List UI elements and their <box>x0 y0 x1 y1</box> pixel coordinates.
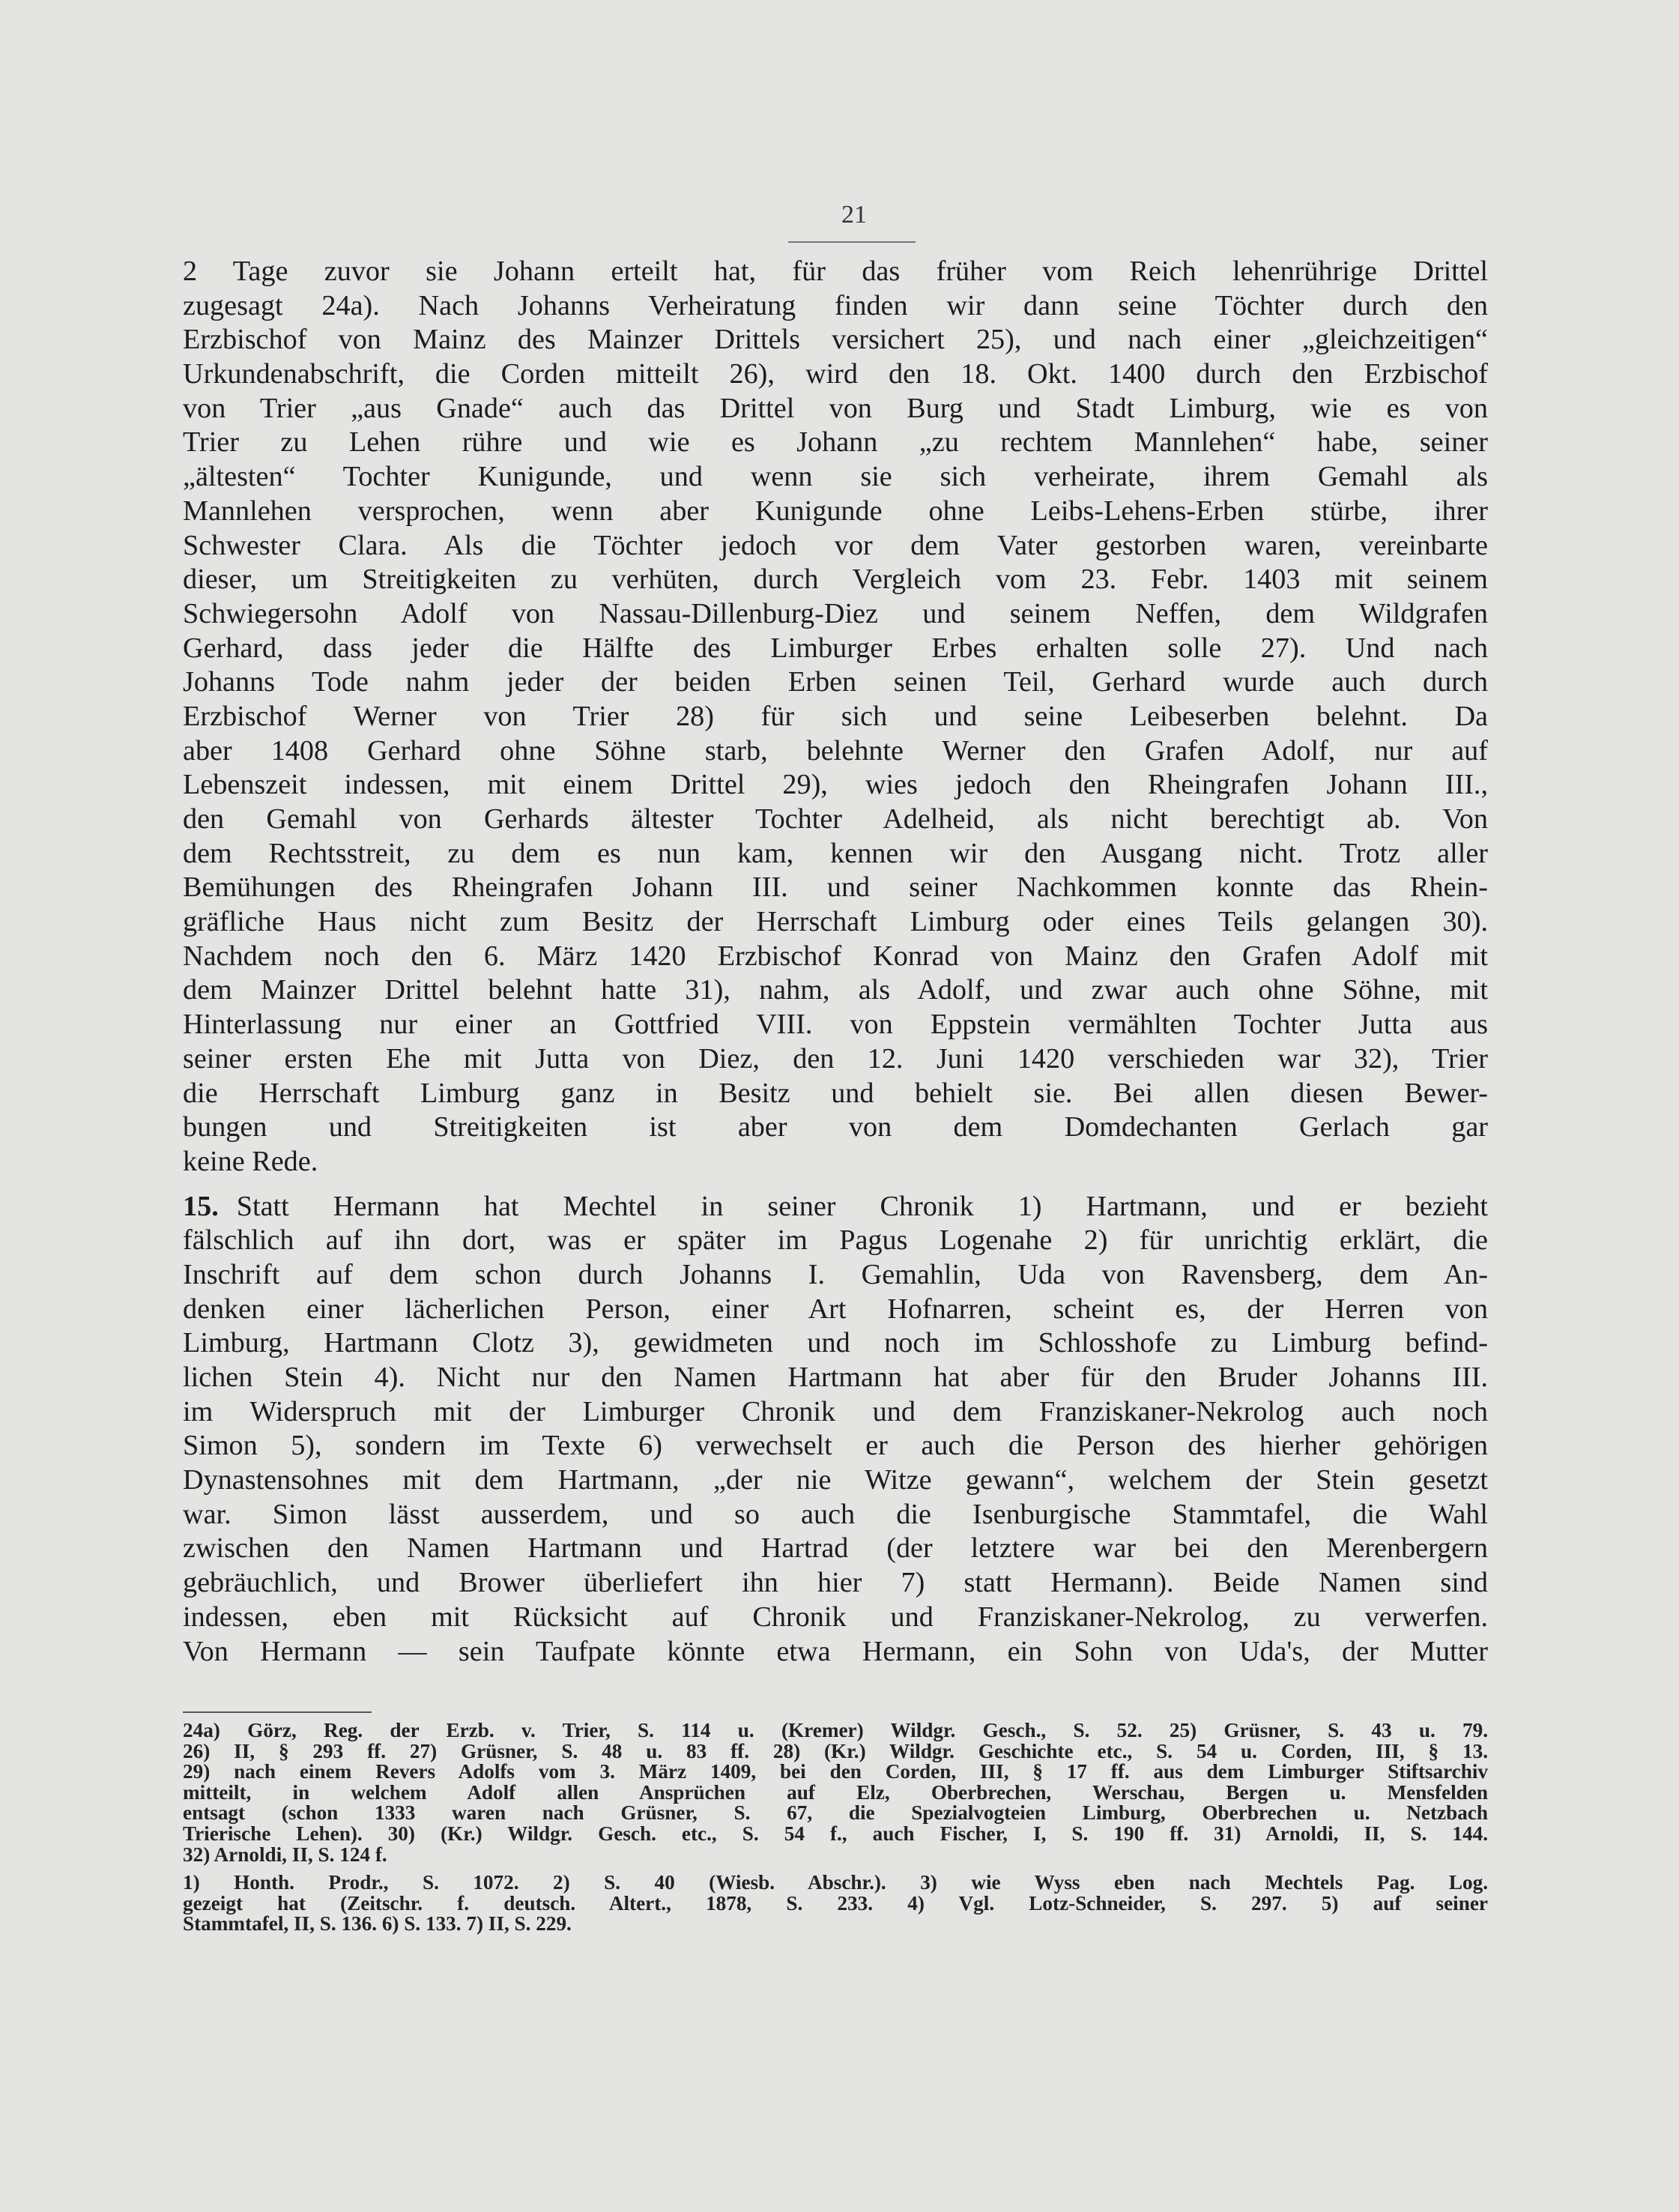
text-line: Nachdem noch den 6. März 1420 Erzbischof Konrad von Mainz den Grafen Adolf mit <box>183 940 1488 972</box>
footnote-line: 26) II, § 293 ff. 27) Grüsner, S. 48 u. 83 ff. 28) (Kr.) Wildgr. Geschichte etc., S. 54 u. Corden, III, § 13. <box>183 1739 1488 1762</box>
text-line: Gerhard, dass jeder die Hälfte des Limburger Erbes erhalten solle 27). Und nach <box>183 632 1488 664</box>
section-number: 15. <box>183 1190 219 1222</box>
text-line: Schwester Clara. Als die Töchter jedoch vor dem Vater gestorben waren, vereinbarte <box>183 529 1488 561</box>
paragraph-2 <box>183 1190 1488 1669</box>
text-line: dem Mainzer Drittel belehnt hatte 31), nahm, als Adolf, und zwar auch ohne Söhne, mit <box>183 974 1488 1006</box>
text-line: „ältesten“ Tochter Kunigunde, und wenn sie sich verheirate, ihrem Gemahl als <box>183 461 1488 493</box>
text-line: seiner ersten Ehe mit Jutta von Diez, den 12. Juni 1420 verschieden war 32), Trier <box>183 1042 1488 1075</box>
text-line: im Widerspruch mit der Limburger Chronik und dem Franziskaner-Nekrolog auch noch <box>183 1395 1488 1427</box>
text-line: Von Hermann — sein Taufpate könnte etwa Hermann, ein Sohn von Uda's, der Mutter <box>183 1635 1488 1667</box>
text-line: gebräuchlich, und Brower überliefert ihn hier 7) statt Hermann). Beide Namen sind <box>183 1567 1488 1599</box>
text-line: zugesagt 24a). Nach Johanns Verheiratung finden wir dann seine Töchter durch den <box>183 289 1488 321</box>
text-line: Dynastensohnes mit dem Hartmann, „der nie Witze gewann“, welchem der Stein gesetzt <box>183 1464 1488 1496</box>
footnote-group-section-15 <box>183 1873 1488 1935</box>
text-line: bungen und Streitigkeiten ist aber von dem Domdechanten Gerlach gar <box>183 1111 1488 1143</box>
text-line: 2 Tage zuvor sie Johann erteilt hat, für das früher vom Reich lehenrührige Drittel <box>183 256 1488 287</box>
footnote-line: 29) nach einem Revers Adolfs vom 3. März 1409, bei den Corden, III, § 17 ff. aus dem Limburger Stiftsarchiv <box>183 1760 1488 1783</box>
text-line: von Trier „aus Gnade“ auch das Drittel von Burg und Stadt Limburg, wie es von <box>183 392 1488 424</box>
text-line: Simon 5), sondern im Texte 6) verwechselt er auch die Person des hierher gehörigen <box>183 1430 1488 1462</box>
footnote-line: 24a) Görz, Reg. der Erzb. v. Trier, S. 114 u. (Kremer) Wildgr. Gesch., S. 52. 25) Grüsner, S. 43 u. 79. <box>183 1719 1488 1741</box>
text-line: Trier zu Lehen rühre und wie es Johann „zu rechtem Mannlehen“ habe, seiner <box>183 426 1488 459</box>
text-line: Hinterlassung nur einer an Gottfried VIII. von Eppstein vermählten Tochter Jutta aus <box>183 1009 1488 1041</box>
text-line-first <box>183 1190 1488 1224</box>
text-line: Mannlehen versprochen, wenn aber Kunigunde ohne Leibs-Lehens-Erben stürbe, ihrer <box>183 495 1488 527</box>
text-line: Johanns Tode nahm jeder der beiden Erben seinen Teil, Gerhard wurde auch durch <box>183 666 1488 698</box>
text-line: denken einer lächerlichen Person, einer Art Hofnarren, scheint es, der Herren von <box>183 1293 1488 1325</box>
footnotes <box>183 1720 1488 1935</box>
footnote-line: Stammtafel, II, S. 136. 6) S. 133. 7) II, S. 229. <box>183 1912 572 1936</box>
footnote-rule <box>183 1711 372 1713</box>
text-line: Limburg, Hartmann Clotz 3), gewidmeten und noch im Schlosshofe zu Limburg befind- <box>183 1327 1488 1359</box>
paragraph-2-first-line: Statt Hermann hat Mechtel in seiner Chronik 1) Hartmann, und er bezieht <box>236 1190 1488 1222</box>
page-number: 21 <box>841 201 867 229</box>
text-line: gräfliche Haus nicht zum Besitz der Herrschaft Limburg oder eines Teils gelangen 30). <box>183 906 1488 938</box>
text-line: Schwiegersohn Adolf von Nassau-Dillenburg-Diez und seinem Neffen, dem Wildgrafen <box>183 597 1488 629</box>
main-text <box>183 255 1488 1669</box>
text-line: zwischen den Namen Hartmann und Hartrad (der letztere war bei den Merenbergern <box>183 1532 1488 1565</box>
footnote-line: mitteilt, in welchem Adolf allen Ansprüchen auf Elz, Oberbrechen, Werschau, Bergen u. Mensfelden <box>183 1780 1488 1804</box>
text-line: Erzbischof Werner von Trier 28) für sich und seine Leibeserben belehnt. Da <box>183 700 1488 732</box>
text-line: indessen, eben mit Rücksicht auf Chronik und Franziskaner-Nekrolog, zu verwerfen. <box>183 1601 1488 1633</box>
footnote-line: 1) Honth. Prodr., S. 1072. 2) S. 40 (Wiesb. Abschr.). 3) wie Wyss eben nach Mechtels Pag. Log. <box>183 1871 1488 1894</box>
text-line: Inschrift auf dem schon durch Johanns I. Gemahlin, Uda von Ravensberg, dem An- <box>183 1258 1488 1290</box>
footnote-line: entsagt (schon 1333 waren nach Grüsner, S. 67, die Spezialvogteien Limburg, Oberbrechen u. Netzbach <box>183 1801 1488 1825</box>
page-number-rule <box>788 241 916 243</box>
text-line: war. Simon lässt ausserdem, und so auch die Isenburgische Stammtafel, die Wahl <box>183 1498 1488 1530</box>
text-line: lichen Stein 4). Nicht nur den Namen Hartmann hat aber für den Bruder Johanns III. <box>183 1362 1488 1393</box>
text-line: aber 1408 Gerhard ohne Söhne starb, belehnte Werner den Grafen Adolf, nur auf <box>183 734 1488 767</box>
text-line: Erzbischof von Mainz des Mainzer Drittels versichert 25), und nach einer „gleichzeitigen“ <box>183 324 1488 356</box>
text-line: Bemühungen des Rheingrafen Johann III. und seiner Nachkommen konnte das Rhein- <box>183 871 1488 904</box>
footnote-line: 32) Arnoldi, II, S. 124 f. <box>183 1843 387 1866</box>
text-line: dem Rechtsstreit, zu dem es nun kam, kennen wir den Ausgang nicht. Trotz aller <box>183 837 1488 869</box>
text-line: fälschlich auf ihn dort, was er später im Pagus Logenahe 2) für unrichtig erklärt, die <box>183 1224 1488 1257</box>
text-line: dieser, um Streitigkeiten zu verhüten, durch Vergleich vom 23. Febr. 1403 mit seinem <box>183 563 1488 596</box>
text-line: keine Rede. <box>183 1145 318 1177</box>
footnote-group-previous <box>183 1720 1488 1865</box>
text-line: den Gemahl von Gerhards ältester Tochter Adelheid, als nicht berechtigt ab. Von <box>183 803 1488 835</box>
text-line: die Herrschaft Limburg ganz in Besitz und behielt sie. Bei allen diesen Bewer- <box>183 1077 1488 1109</box>
footnote-line: gezeigt hat (Zeitschr. f. deutsch. Altert., 1878, S. 233. 4) Vgl. Lotz-Schneider, S. 297. 5) auf seiner <box>183 1891 1488 1915</box>
footnote-line: Trierische Lehen). 30) (Kr.) Wildgr. Gesch. etc., S. 54 f., auch Fischer, I, S. 190 ff. 31) Arnoldi, II, S. 144. <box>183 1822 1488 1845</box>
text-line: Urkundenabschrift, die Corden mitteilt 26), wird den 18. Okt. 1400 durch den Erzbischof <box>183 358 1488 390</box>
paragraph-1 <box>183 255 1488 1179</box>
text-line: Lebenszeit indessen, mit einem Drittel 29), wies jedoch den Rheingrafen Johann III., <box>183 769 1488 801</box>
